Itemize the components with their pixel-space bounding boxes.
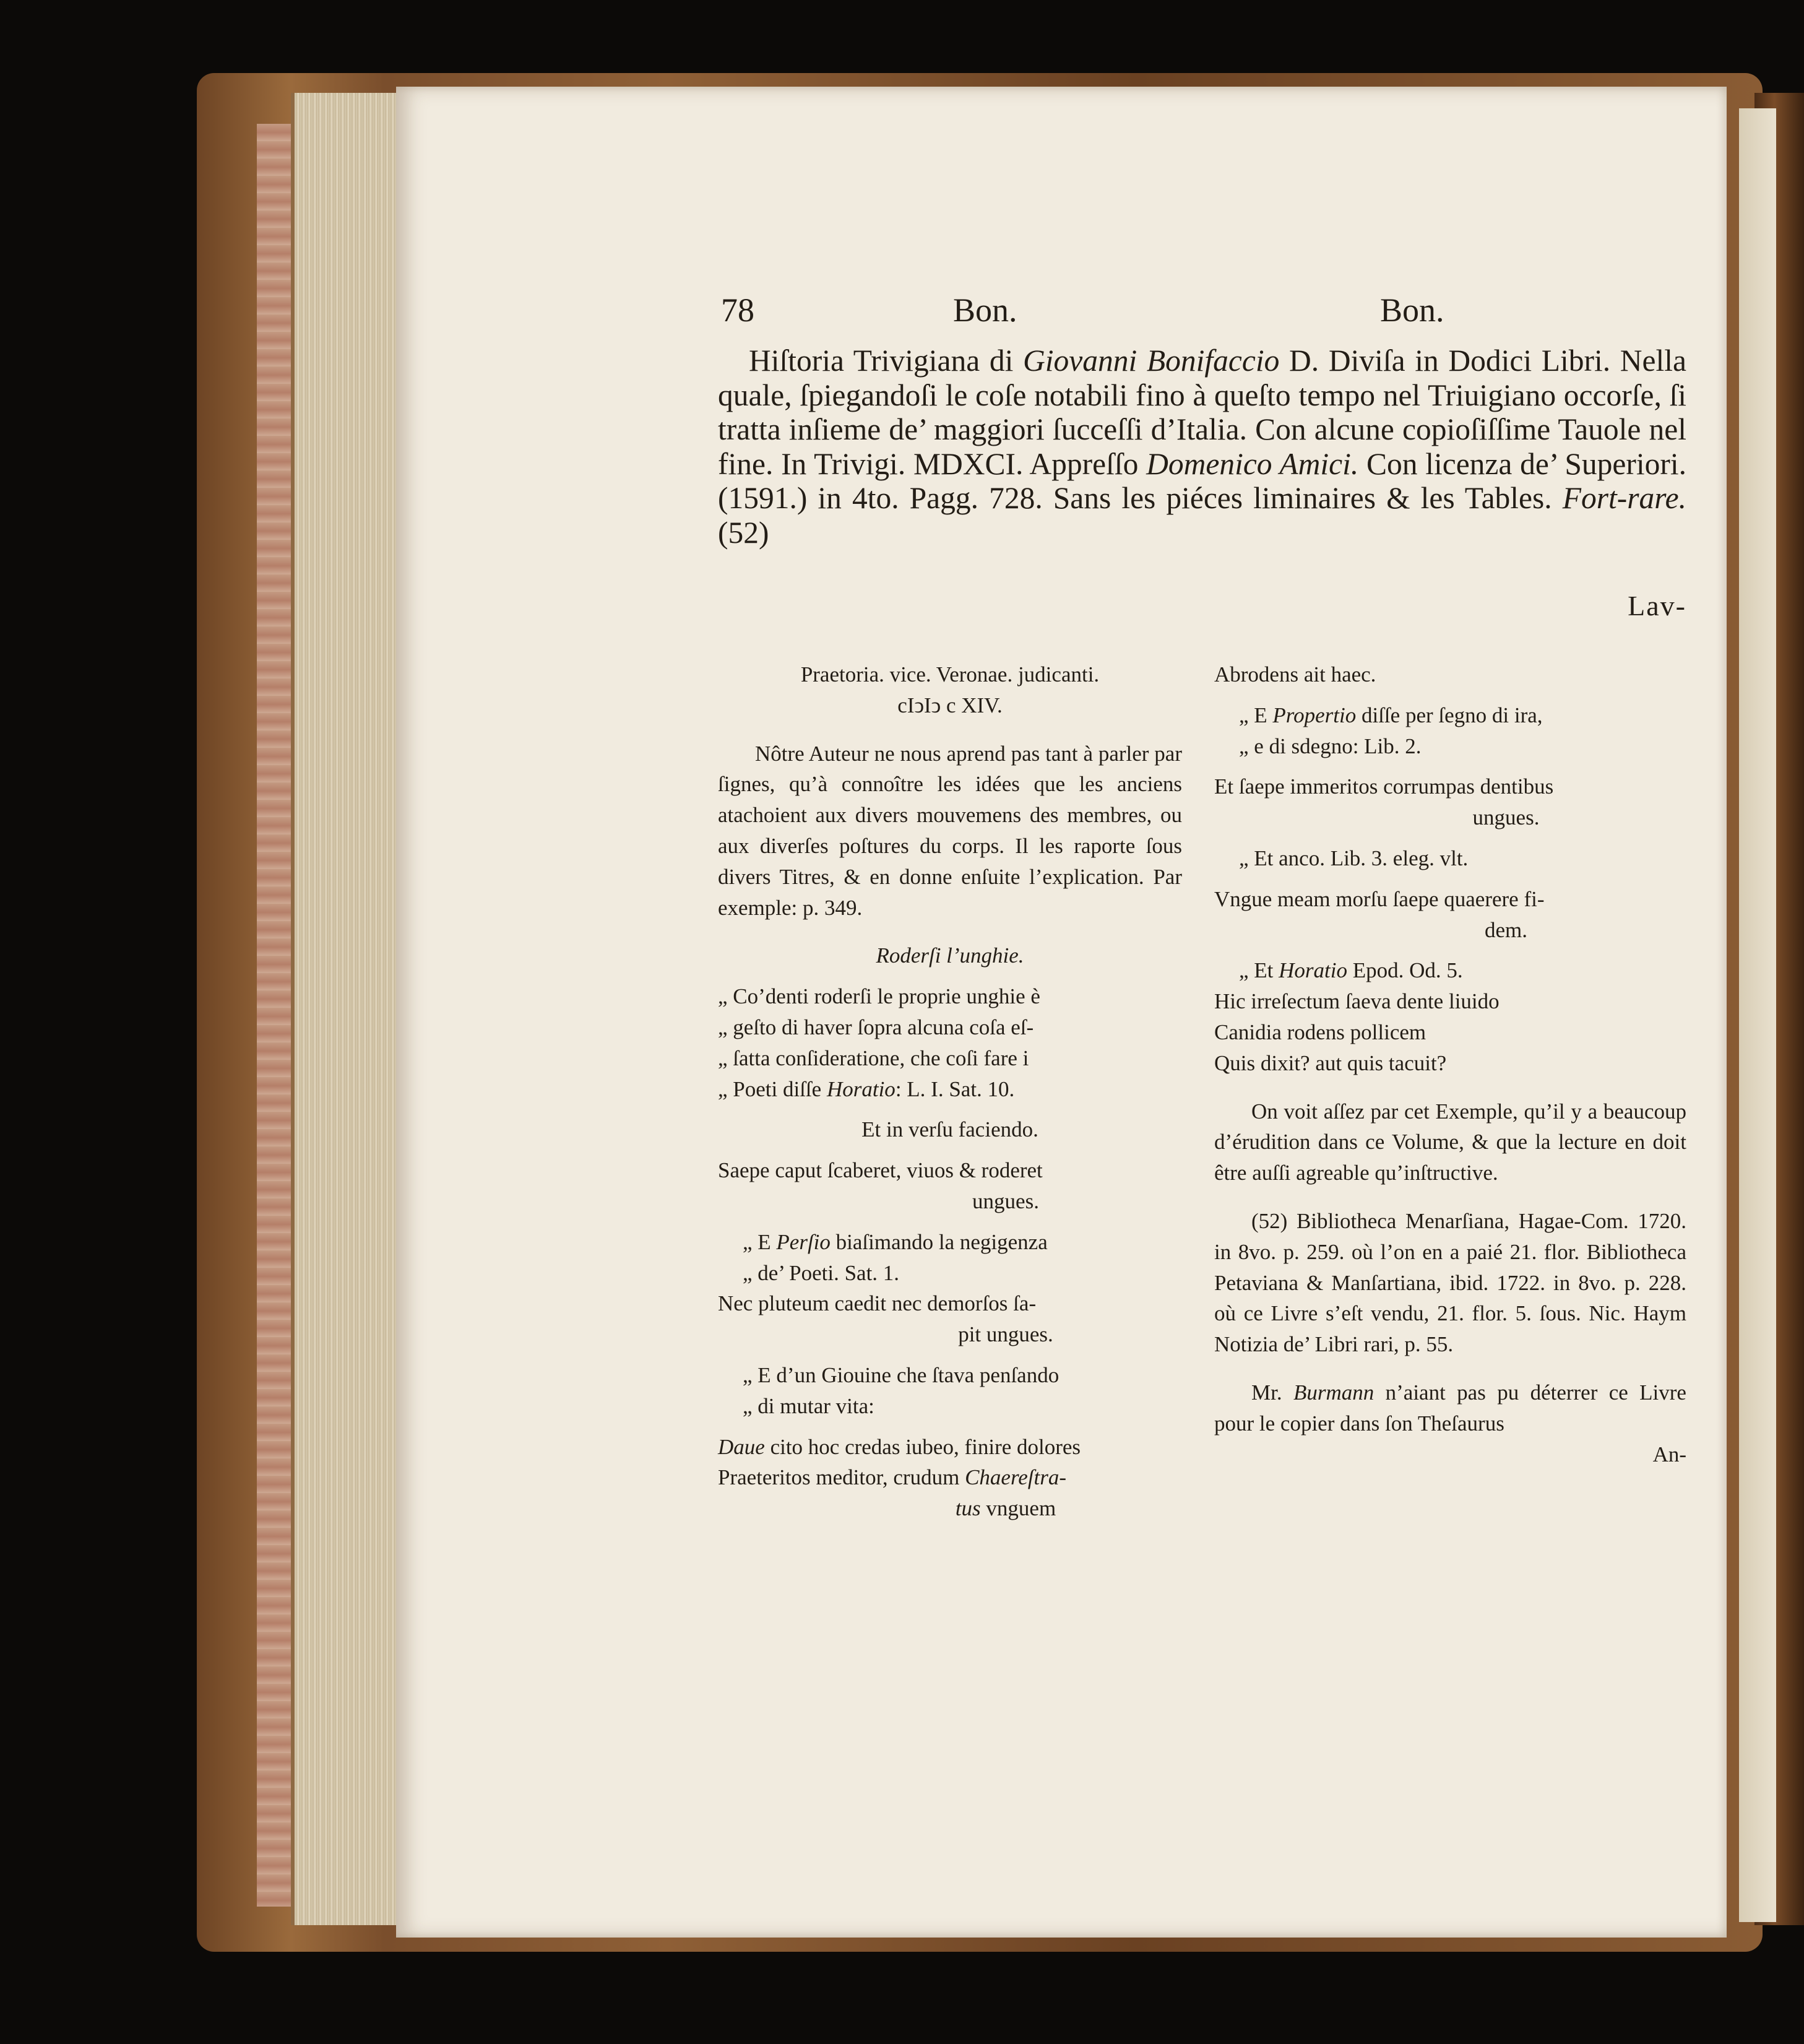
running-head-right: Bon. (1380, 292, 1444, 329)
verse-line (718, 1462, 1182, 1493)
verse-intro: Et in verſu faciendo. (861, 1117, 1038, 1142)
quote-line (1214, 955, 1686, 986)
entry-text: Hiſtoria Trivigiana di (749, 344, 1024, 378)
verse-line: ungues. (972, 1189, 1039, 1213)
verse-name: Chaereſtra- (965, 1465, 1067, 1490)
verse-line: Vngue meam morſu ſaepe quaerere fi- (1214, 886, 1545, 911)
catchword: Lav- (1628, 590, 1686, 621)
quote-author: Horatio (1279, 958, 1347, 983)
verse-line: Hic irreſectum ſaeva dente liuido (1214, 989, 1500, 1014)
verse-line: pit ungues. (958, 1322, 1053, 1347)
inscription-date: cIↄIↄ c XIV. (897, 693, 1003, 717)
quote-text: diſſe per ſegno di ira, (1356, 703, 1543, 727)
inscription-line: Abrodens ait haec. (1214, 662, 1376, 686)
quote-line (718, 1227, 1182, 1258)
verse-line: ungues. (1472, 805, 1540, 830)
verse-name: Daue (718, 1434, 765, 1459)
entry-printer: Domenico Amici. (1146, 446, 1359, 481)
quote-text: „ E (1239, 703, 1273, 727)
entry-author: Giovanni Bonifaccio (1023, 344, 1280, 378)
quote-text: biaſimando la negigenza (830, 1229, 1048, 1254)
verse-line (718, 1432, 1182, 1463)
right-column (1214, 659, 1686, 1470)
quote-line: „ Co’denti roderſi le proprie unghie è (718, 984, 1040, 1009)
verse-line: Et ſaepe immeritos corrumpas dentibus (1214, 774, 1554, 799)
quote-line: „ di mutar vita: (743, 1393, 874, 1418)
running-head-left: Bon. (953, 292, 1017, 329)
page-number: 78 (721, 292, 754, 329)
paragraph-text: Mr. (1251, 1380, 1293, 1405)
verse-line (718, 1493, 1182, 1524)
verse-line: dem. (1484, 917, 1527, 942)
quote-text: : L. I. Sat. 10. (895, 1076, 1015, 1101)
catchword: An- (1652, 1442, 1686, 1466)
verse-name: tus (955, 1496, 981, 1521)
quote-text: „ Poeti diſſe (718, 1076, 827, 1101)
quote-text: Epod. Od. 5. (1347, 958, 1463, 983)
verse-text: Praeteritos meditor, crudum (718, 1465, 965, 1490)
section-heading (718, 940, 1182, 971)
quote-line (1214, 700, 1686, 731)
quote-author: Horatio (826, 1076, 896, 1101)
verse-line: Saepe caput ſcaberet, viuos & roderet (718, 1158, 1043, 1183)
verse-line: Canidia rodens pollicem (1214, 1020, 1426, 1044)
facing-page-edge (1739, 108, 1776, 1922)
entry-text: Con licenza de’ Superiori. (1591.) in 4to. Pagg. 728. Sans les piéces liminaires & les Tables. (718, 446, 1686, 515)
entry-rarity: Fort-rare. (1562, 481, 1686, 515)
verse-text: cito hoc credas iubeo, finire dolores (764, 1434, 1081, 1459)
bibliographic-entry (718, 344, 1686, 550)
quote-author: Perſio (776, 1229, 831, 1254)
quote-line (718, 1074, 1182, 1105)
quote-line: „ E d’un Giouine che ſtava penſando (743, 1362, 1060, 1387)
quote-line: „ de’ Poeti. Sat. 1. (743, 1260, 900, 1285)
quote-line: „ e di sdegno: Lib. 2. (1239, 734, 1422, 758)
entry-text: D. Diviſa in Dodici Libri. Nella quale, ſpiegandoſi le coſe notabili fino à queſto tempo nel Triuigiano occorſe, ſi tratta inſieme de’ maggiori ſucceſſi d’Italia. Con alcune copioſiſſime Tauole nel fine. In Trivigi. MDXCI. Appreſſo (718, 344, 1686, 481)
section-heading-text: Roderſi l’unghie. (876, 943, 1024, 968)
commentary-paragraph: On voit aſſez par cet Exemple, qu’il y a beaucoup d’érudition dans ce Volume, & que la lecture en doit être auſſi agreable qu’inſtructive. (1214, 1099, 1686, 1185)
verse-line: Quis dixit? aut quis tacuit? (1214, 1050, 1447, 1075)
quote-line: „ geſto di haver ſopra alcuna coſa eſ- (718, 1015, 1034, 1039)
paragraph-text: n’aiant pas pu déterrer ce Livre pour le copier dans ſon Theſaurus (1214, 1380, 1686, 1436)
quote-text: „ E (743, 1229, 777, 1254)
footnote-paragraph: (52) Bibliotheca Menarſiana, Hagae-Com. 1720. in 8vo. p. 259. où l’on en a paié 21. flor. Bibliotheca Petaviana & Manſartiana, ibid. 1722. in 8vo. p. 228. où ce Livre s’eſt vendu, 21. flor. 5. ſous. Nic. Haym Notizia de’ Libri rari, p. 55. (1214, 1208, 1686, 1357)
quote-line: „ ſatta conſideratione, che coſi fare i (718, 1046, 1029, 1070)
verse-line: Nec pluteum caedit nec demorſos ſa- (718, 1291, 1037, 1316)
quote-text: „ Et (1239, 958, 1279, 983)
paragraph-name: Burmann (1293, 1380, 1375, 1405)
left-column (718, 659, 1182, 1524)
quote-author: Propertio (1272, 703, 1357, 727)
commentary-paragraph (1214, 1377, 1686, 1439)
entry-note-ref: (52) (718, 515, 769, 550)
inscription-line: Praetoria. vice. Veronae. judicanti. (800, 662, 1100, 686)
commentary-paragraph: Nôtre Auteur ne nous aprend pas tant à parler par ſignes, qu’à connoître les idées que les anciens atachoient aux divers mouvemens des membres, ou aux diverſes poſtures du corps. Il les raporte ſous divers Titres, & en donne enſuite l’explication. Par exemple: p. 349. (718, 741, 1182, 920)
verse-text: vnguem (980, 1496, 1056, 1521)
quote-line: „ Et anco. Lib. 3. eleg. vlt. (1239, 846, 1469, 870)
